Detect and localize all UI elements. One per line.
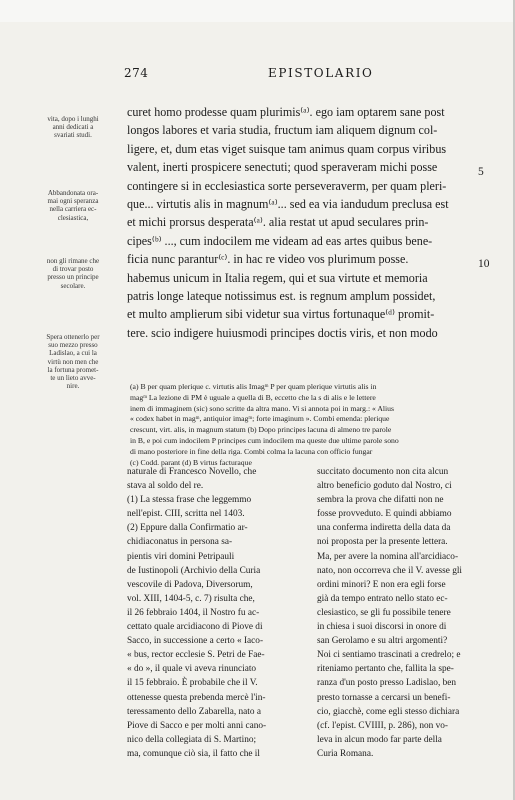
- commentary-line: « do », il quale vi aveva rinunciato: [127, 664, 257, 675]
- commentary-line: Sacco, in successione a certo « Iaco-: [127, 636, 264, 647]
- text-line: habemus unicum in Italia regem, qui et sua virtute et memoria: [127, 270, 428, 285]
- commentary-line: nell'epist. CIII, scritta nel 1403.: [127, 509, 245, 520]
- commentary-line: cettato quale arcidiacono di Piove di: [127, 622, 263, 633]
- apparatus-line: in B, e poi cum indocilem P principes cum indocilem ma queste due ultime parole sono: [130, 435, 399, 445]
- commentary-line: una conferma indiretta della data da: [317, 523, 451, 534]
- text-line: longos labores et varia studia, fructum iam aliquem dignum col-: [127, 123, 438, 138]
- commentary-line: altro beneficio goduto dal Nostro, ci: [317, 481, 452, 492]
- commentary-line: Ma, per avere la nomina all'arcidiaco-: [317, 551, 459, 562]
- commentary-line: (2) Eppure dalla Confirmatio ar-: [127, 523, 248, 534]
- commentary-line: succitato documento non cita alcun: [317, 467, 449, 477]
- apparatus-line: « codex habet in magᵐ, antiquior imagᵐ; forte imaginum ». Combi emenda: plerique: [130, 414, 390, 424]
- text-line: tere. scio indigere huiusmodi principes doctis viris, et non modo: [127, 325, 438, 340]
- commentary-line: chidiaconatus in persona sa-: [127, 537, 233, 548]
- commentary-line: Piove di Sacco e per molti anni cano-: [127, 720, 267, 731]
- commentary-line: stava al soldo del re.: [127, 481, 204, 492]
- commentary-line: (1) La stessa frase che leggemmo: [127, 495, 252, 506]
- critical-apparatus: [130, 382, 470, 468]
- text-line: curet homo prodesse quam plurimis⁽ᵃ⁾. ego iam optarem sane post: [127, 105, 445, 119]
- commentary-line: cio, giacchè, come egli stesso dichiara: [317, 706, 460, 717]
- line-number: 5: [478, 166, 484, 178]
- commentary-line: (cf. l'epist. CVIIII, p. 286), non vo-: [317, 720, 449, 731]
- commentary-line: san Gerolamo e su altri argomenti?: [317, 636, 448, 647]
- commentary-line: nico della collegiata di S. Martino;: [127, 734, 257, 745]
- running-head: EPISTOLARIO: [268, 66, 374, 80]
- apparatus-line: di mano posteriore in fine della riga. Combi colma la lacuna con officio fungar: [130, 446, 373, 456]
- margin-note: Spera ottenerlo per suo mezzo presso Ladislao, a cui la virtù non men che la fortuna promet- te un lieto avve- nire.: [46, 333, 100, 391]
- apparatus-line: (a) B per quam plerique c. virtutis alis Imagᵐ P per quam plerique virtutis alis in: [130, 382, 377, 391]
- commentary-line: « bus, rector ecclesie S. Petri de Fae-: [127, 650, 265, 661]
- text-line: patris longe lateque notissimus est. is regnum amplum possidet,: [127, 288, 436, 303]
- commentary-line: il 15 febbraio. È probabile che il V.: [127, 678, 258, 689]
- text-line: et multo amplierum sibi videtur sua virtus fortunaque⁽ᵈ⁾ promit-: [127, 307, 435, 322]
- commentary-right-column: [317, 465, 490, 761]
- commentary-line: ranza d'un posto presso Ladislao, ben: [317, 678, 457, 689]
- commentary-line: nato, non occorreva che il V. avesse gli: [317, 565, 463, 576]
- commentary-line: riteniamo pertanto che, fallita la spe-: [317, 664, 454, 675]
- commentary-line: vescovile di Padova, Diversorum,: [127, 579, 253, 590]
- commentary-line: leva in alcun modo far parte della: [317, 734, 442, 745]
- apparatus-line: crescunt, virt. alis, in magnum statum (b) Dopo principes lacuna di almeno tre parole: [130, 425, 392, 435]
- commentary-line: già da tempo entrato nello stato ec-: [317, 593, 448, 604]
- apparatus-line: magᵐ La lezione di PM è uguale a quella di B, eccetto che la s di alis e le lettere: [130, 392, 376, 402]
- margin-note: non gli rimane che di trovar posto presso un principe secolare.: [46, 257, 100, 290]
- commentary-line: de Iustinopoli (Archivio della Curia: [127, 565, 261, 576]
- commentary-line: vol. XIII, 1404-5, c. 7) risulta che,: [127, 593, 255, 604]
- commentary-line: naturale di Francesco Novello, che: [127, 467, 257, 477]
- text-line: ligere, et, dum etas viget suisque tam animus quam corpus viribus: [127, 141, 447, 156]
- commentary-line: presto tornasse a cercarsi un benefi-: [317, 692, 451, 703]
- commentary-line: noi proposta per la presente lettera.: [317, 537, 448, 548]
- line-number: 10: [478, 258, 490, 270]
- text-line: et michi prorsus desperata⁽ᵃ⁾. alia restat ut apud seculares prin-: [127, 215, 429, 230]
- text-line: ficia nunc parantur⁽ᶜ⁾. in hac re video vos plurimum posse.: [127, 252, 409, 267]
- main-latin-text: [127, 103, 472, 342]
- commentary-line: teressamento dello Zabarella, nato a: [127, 706, 261, 717]
- text-line: valent, inerti prospicere senectuti; quod speraveram michi posse: [127, 160, 438, 175]
- page-number: 274: [124, 66, 149, 80]
- commentary-line: clesiastico, se gli fu possibile tenere: [317, 607, 451, 618]
- commentary-line: fosse provveduto. E quindi abbiamo: [317, 509, 452, 520]
- commentary-line: in chiesa i suoi discorsi in onore di: [317, 622, 447, 633]
- apparatus-line: inem di immaginem (sic) sono scritte da altra mano. Vi si annota poi in marg.: « Alius: [130, 403, 395, 413]
- margin-note: Abbandonata ora- mai ogni speranza nella carriera ec- clesiastica,: [47, 189, 99, 222]
- commentary-line: Curia Romana.: [317, 748, 374, 759]
- top-margin-strip: [0, 0, 515, 22]
- text-line: cipes⁽ᵇ⁾ ..., cum indocilem me videam ad eas artes quibus bene-: [127, 233, 433, 248]
- commentary-line: ordini minori? E non era egli forse: [317, 579, 446, 590]
- commentary-left-column: [127, 465, 300, 761]
- text-line: que... virtutis alis in magnum⁽ᵃ⁾... sed ea via iandudum preclusa est: [127, 196, 449, 211]
- commentary-line: Noi ci sentiamo trascinati a credrelo; e: [317, 650, 461, 661]
- commentary-line: il 26 febbraio 1404, il Nostro fu ac-: [127, 607, 260, 618]
- commentary-line: pientis viri domini Petripauli: [127, 551, 235, 562]
- text-line: contingere si in ecclesiastica sorte perseveraverm, per quam pleri-: [127, 178, 447, 193]
- commentary-line: sembra la prova che difatti non ne: [317, 495, 444, 506]
- commentary-line: ottenesse questa prebenda mercè l'in-: [127, 692, 266, 703]
- apparatus-line: (c) Codd. parant (d) B virtus facturaque: [130, 457, 252, 467]
- margin-note: vita, dopo i lunghi anni dedicati a svariati studi.: [47, 115, 99, 140]
- commentary-line: ma, comunque ciò sia, il fatto che il: [127, 748, 260, 759]
